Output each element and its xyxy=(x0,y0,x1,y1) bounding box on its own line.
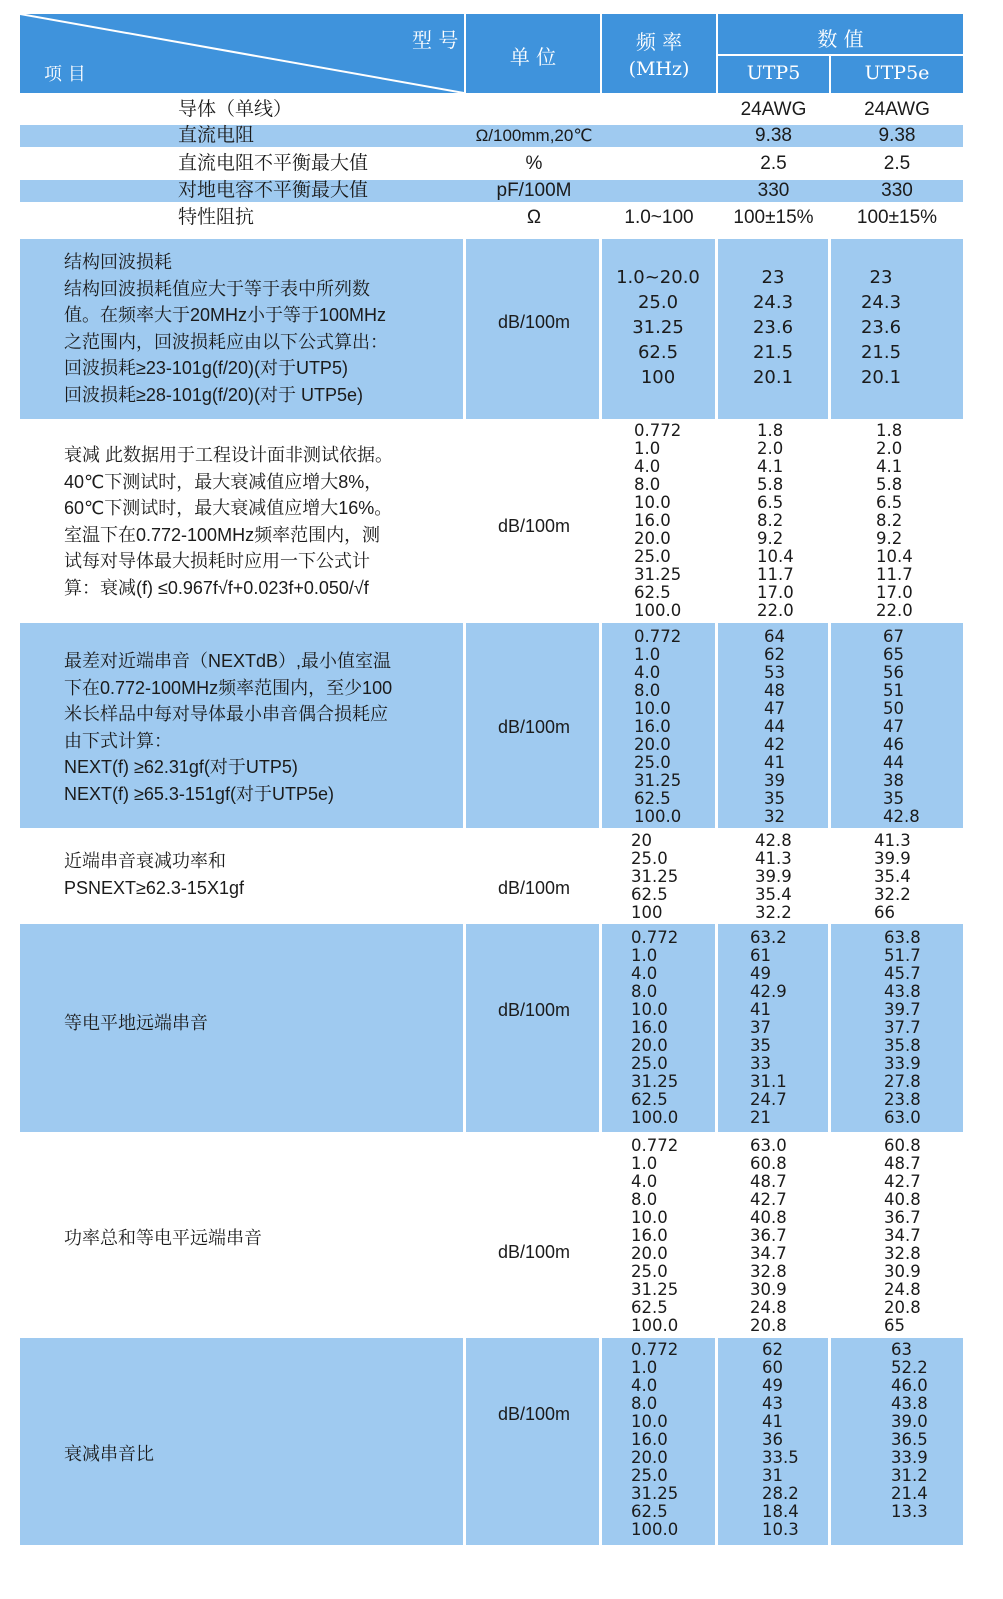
desc-line: 试每对导体最大损耗时应用一下公式计 xyxy=(64,551,370,571)
list-item: 38 xyxy=(883,771,904,790)
list-item: 21 xyxy=(750,1108,771,1127)
list-item: 4.1 xyxy=(876,457,903,476)
list-item: 65 xyxy=(883,645,904,664)
list-item: 36.7 xyxy=(884,1208,921,1227)
list-item: 39.9 xyxy=(755,867,792,886)
list-item: 18.4 xyxy=(762,1502,799,1521)
list-item: 16.0 xyxy=(631,1018,668,1037)
table-row xyxy=(20,125,963,147)
acr-unit: dB/100m xyxy=(497,1404,571,1424)
pselfext-utp5e-list xyxy=(884,1137,921,1335)
elfext-description xyxy=(64,1010,208,1037)
list-item: 20.0 xyxy=(631,1244,668,1263)
desc-line: 结构回波损耗值应大于等于表中所列数 xyxy=(64,278,370,299)
desc-line: 下在0.772-100MHz频率范围内，至少100 xyxy=(64,677,393,698)
list-item: 9.2 xyxy=(757,529,784,548)
desc-line: 60℃下测试时，最大衰减值应增大16%。 xyxy=(64,498,393,518)
list-item: 35.4 xyxy=(755,885,792,904)
list-item: 100.0 xyxy=(631,1520,679,1539)
desc-line: 算：衰减(f) ≤0.967f√f+0.023f+0.050/√f xyxy=(64,577,369,598)
list-item: 4.0 xyxy=(631,1172,658,1191)
attenuation-utp5-list xyxy=(757,422,794,620)
list-item: 46.0 xyxy=(891,1376,928,1395)
pselfext-utp5-list xyxy=(750,1137,787,1335)
list-item: 31.25 xyxy=(632,317,684,338)
list-item: 1.8 xyxy=(757,421,784,440)
list-item: 52.2 xyxy=(891,1358,928,1377)
row-unit: Ω xyxy=(526,207,542,228)
desc-line: NEXT(f) ≥62.31gf(对于UTP5) xyxy=(64,757,298,777)
row-utp5: 100±15% xyxy=(733,207,814,228)
list-item: 33 xyxy=(750,1054,771,1073)
desc-line: 回波损耗≥28-101g(f/20)(对于 UTP5e) xyxy=(64,384,363,405)
header-utp5-cell xyxy=(718,56,829,93)
list-item: 56 xyxy=(883,663,904,682)
list-item: 22.0 xyxy=(876,601,913,620)
list-item: 45.7 xyxy=(884,964,921,983)
elfext-unit: dB/100m xyxy=(497,1000,571,1020)
list-item: 0.772 xyxy=(631,1340,679,1359)
list-item: 35.4 xyxy=(874,867,911,886)
list-item: 20 xyxy=(631,831,652,850)
list-item: 1.0 xyxy=(634,645,661,664)
next-utp5e-list xyxy=(883,628,920,826)
list-item: 1.8 xyxy=(876,421,903,440)
list-item: 42.8 xyxy=(883,807,920,826)
list-item: 41.3 xyxy=(755,849,792,868)
row-name: 特性阻抗 xyxy=(178,207,255,228)
list-item: 0.772 xyxy=(634,627,682,646)
list-item: 11.7 xyxy=(757,565,794,584)
list-item: 31.25 xyxy=(631,1280,679,1299)
list-item: 10.0 xyxy=(634,699,671,718)
list-item: 51 xyxy=(883,681,904,700)
list-item: 36 xyxy=(762,1430,783,1449)
list-item: 31.25 xyxy=(631,867,679,886)
table-row xyxy=(20,207,963,229)
list-item: 21.5 xyxy=(860,342,902,363)
row-utp5: 9.38 xyxy=(755,125,792,146)
desc-line: PSNEXT≥62.3-15X1gf xyxy=(64,877,244,898)
list-item: 40.8 xyxy=(750,1208,787,1227)
list-item: 1.0 xyxy=(634,439,661,458)
list-item: 36.7 xyxy=(750,1226,787,1245)
list-item: 31.1 xyxy=(750,1072,787,1091)
list-item: 8.0 xyxy=(634,681,661,700)
next-utp5-list xyxy=(764,628,785,826)
list-item: 6.5 xyxy=(876,493,903,512)
desc-line: 近端串音衰减功率和 xyxy=(64,851,226,871)
list-item: 43.8 xyxy=(891,1394,928,1413)
desc-line: 40℃下测试时，最大衰减值应增大8%， xyxy=(64,471,383,492)
list-item: 17.0 xyxy=(757,583,794,602)
list-item: 41.3 xyxy=(874,831,911,850)
list-item: 100.0 xyxy=(631,1108,679,1127)
diagonal-divider xyxy=(20,14,464,93)
header-unit-label: 单 位 xyxy=(509,45,557,69)
attenuation-utp5e-list xyxy=(876,422,913,620)
list-item: 48 xyxy=(764,681,785,700)
list-item: 49 xyxy=(750,964,771,983)
list-item: 16.0 xyxy=(631,1430,668,1449)
list-item: 20.0 xyxy=(631,1036,668,1055)
list-item: 49 xyxy=(762,1376,783,1395)
list-item: 1.0 xyxy=(631,1154,658,1173)
row-freq: 1.0~100 xyxy=(624,207,694,228)
row-utp5: 2.5 xyxy=(760,153,787,174)
list-item: 21.4 xyxy=(891,1484,928,1503)
list-item: 1.0 xyxy=(631,946,658,965)
table-row xyxy=(20,180,963,202)
list-item: 64 xyxy=(764,627,785,646)
list-item: 67 xyxy=(883,627,904,646)
list-item: 50 xyxy=(883,699,904,718)
list-item: 62.5 xyxy=(637,342,679,363)
return-loss-utp5e-list xyxy=(831,265,931,390)
list-item: 30.9 xyxy=(884,1262,921,1281)
list-item: 20.0 xyxy=(634,735,671,754)
list-item: 10.3 xyxy=(762,1520,799,1539)
header-utp5e-cell xyxy=(831,56,963,93)
list-item: 11.7 xyxy=(876,565,913,584)
desc-line: 室温下在0.772-100MHz频率范围内，测 xyxy=(64,524,381,545)
list-item: 25.0 xyxy=(631,1466,668,1485)
list-item: 30.9 xyxy=(750,1280,787,1299)
list-item: 23.6 xyxy=(860,317,902,338)
list-item: 16.0 xyxy=(634,717,671,736)
row-unit: Ω/100mm,20℃ xyxy=(475,126,593,145)
row-name: 导体（单线） xyxy=(178,99,293,120)
list-item: 10.0 xyxy=(631,1000,668,1019)
list-item: 27.8 xyxy=(884,1072,921,1091)
attenuation-unit: dB/100m xyxy=(497,516,571,536)
list-item: 13.3 xyxy=(891,1502,928,1521)
list-item: 4.0 xyxy=(634,663,661,682)
row-utp5e: 2.5 xyxy=(883,153,911,174)
list-item: 42.9 xyxy=(750,982,787,1001)
list-item: 100.0 xyxy=(634,807,682,826)
column-separator xyxy=(828,239,831,1545)
desc-line: 由下式计算： xyxy=(64,730,172,751)
list-item: 32.8 xyxy=(884,1244,921,1263)
list-item: 34.7 xyxy=(884,1226,921,1245)
row-utp5e: 330 xyxy=(881,180,913,201)
list-item: 46 xyxy=(883,735,904,754)
list-item: 35.8 xyxy=(884,1036,921,1055)
list-item: 41 xyxy=(764,753,785,772)
header-freq-cell xyxy=(602,14,716,93)
list-item: 4.1 xyxy=(757,457,784,476)
elfext-utp5e-list xyxy=(884,929,921,1127)
acr-utp5-list xyxy=(762,1341,799,1539)
list-item: 23 xyxy=(761,267,785,288)
list-item: 35 xyxy=(764,789,785,808)
simple-rows xyxy=(20,99,963,233)
list-item: 53 xyxy=(764,663,785,682)
desc-line: 衰减 此数据用于工程设计面非测试依据。 xyxy=(64,445,393,465)
list-item: 31.25 xyxy=(634,771,682,790)
return-loss-utp5-list xyxy=(718,265,828,390)
row-name: 直流电阻不平衡最大值 xyxy=(178,153,369,174)
list-item: 23.6 xyxy=(752,317,794,338)
list-item: 10.0 xyxy=(631,1412,668,1431)
list-item: 21.5 xyxy=(752,342,794,363)
list-item: 4.0 xyxy=(634,457,661,476)
list-item: 66 xyxy=(874,903,895,922)
list-item: 8.2 xyxy=(757,511,784,530)
list-item: 17.0 xyxy=(876,583,913,602)
list-item: 43.8 xyxy=(884,982,921,1001)
list-item: 31.2 xyxy=(891,1466,928,1485)
list-item: 5.8 xyxy=(757,475,784,494)
list-item: 10.4 xyxy=(757,547,794,566)
list-item: 100 xyxy=(631,903,663,922)
list-item: 42 xyxy=(764,735,785,754)
list-item: 39.9 xyxy=(874,849,911,868)
list-item: 42.7 xyxy=(750,1190,787,1209)
list-item: 62 xyxy=(764,645,785,664)
list-item: 40.8 xyxy=(884,1190,921,1209)
list-item: 25.0 xyxy=(634,753,671,772)
return-loss-description xyxy=(64,249,388,408)
list-item: 16.0 xyxy=(631,1226,668,1245)
header-model-label: 型 号 xyxy=(412,28,459,52)
desc-line: 回波损耗≥23-101g(f/20)(对于UTP5) xyxy=(64,358,348,378)
list-item: 41 xyxy=(762,1412,783,1431)
list-item: 24.8 xyxy=(884,1280,921,1299)
list-item: 2.0 xyxy=(876,439,903,458)
row-unit: pF/100M xyxy=(496,180,572,201)
list-item: 39 xyxy=(764,771,785,790)
list-item: 63.0 xyxy=(884,1108,921,1127)
elfext-freq-list xyxy=(631,929,678,1127)
desc-line: 最差对近端串音（NEXTdB）,最小值室温 xyxy=(64,651,392,671)
list-item: 1.0~20.0 xyxy=(616,267,700,288)
psnext-description xyxy=(64,848,244,901)
list-item: 41 xyxy=(750,1000,771,1019)
list-item: 48.7 xyxy=(884,1154,921,1173)
list-item: 42.8 xyxy=(755,831,792,850)
list-item: 25.0 xyxy=(637,292,679,313)
list-item: 20.8 xyxy=(884,1298,921,1317)
list-item: 8.0 xyxy=(634,475,661,494)
list-item: 33.5 xyxy=(762,1448,799,1467)
list-item: 1.0 xyxy=(631,1358,658,1377)
header-unit-cell xyxy=(466,14,600,93)
psnext-freq-list xyxy=(631,832,678,922)
list-item: 48.7 xyxy=(750,1172,787,1191)
psnext-utp5-list xyxy=(755,832,792,922)
list-item: 22.0 xyxy=(757,601,794,620)
list-item: 20.0 xyxy=(634,529,671,548)
list-item: 24.7 xyxy=(750,1090,787,1109)
desc-line: 值。在频率大于20MHz小于等于100MHz xyxy=(64,305,387,325)
return-loss-freq-list xyxy=(602,265,714,390)
row-utp5e: 24AWG xyxy=(864,99,930,120)
list-item: 25.0 xyxy=(631,849,668,868)
list-item: 62.5 xyxy=(634,789,671,808)
list-item: 0.772 xyxy=(631,928,679,947)
row-utp5: 24AWG xyxy=(740,99,807,120)
list-item: 44 xyxy=(764,717,785,736)
list-item: 10.4 xyxy=(876,547,913,566)
list-item: 42.7 xyxy=(884,1172,921,1191)
row-name: 对地电容不平衡最大值 xyxy=(178,180,369,201)
next-unit: dB/100m xyxy=(497,717,571,737)
header-freq-unit: (MHz) xyxy=(628,58,690,80)
list-item: 100 xyxy=(640,367,676,388)
list-item: 31 xyxy=(762,1466,783,1485)
list-item: 8.0 xyxy=(631,1394,658,1413)
list-item: 37.7 xyxy=(884,1018,921,1037)
list-item: 24.3 xyxy=(752,292,794,313)
header-utp5e-label: UTP5e xyxy=(864,62,930,84)
list-item: 62.5 xyxy=(631,1298,668,1317)
desc-line: 米长样品中每对导体最小串音偶合损耗应 xyxy=(64,704,388,724)
list-item: 31.25 xyxy=(634,565,682,584)
list-item: 34.7 xyxy=(750,1244,787,1263)
list-item: 32.2 xyxy=(874,885,911,904)
list-item: 6.5 xyxy=(757,493,784,512)
list-item: 4.0 xyxy=(631,1376,658,1395)
list-item: 20.1 xyxy=(860,367,902,388)
list-item: 65 xyxy=(884,1316,905,1335)
attenuation-description xyxy=(64,442,393,601)
list-item: 10.0 xyxy=(634,493,671,512)
list-item: 2.0 xyxy=(757,439,784,458)
list-item: 23.8 xyxy=(884,1090,921,1109)
list-item: 25.0 xyxy=(631,1054,668,1073)
list-item: 9.2 xyxy=(876,529,903,548)
pselfext-unit: dB/100m xyxy=(497,1242,571,1262)
header-values-label: 数 值 xyxy=(817,27,864,51)
list-item: 62 xyxy=(762,1340,783,1359)
desc-line: 等电平地远端串音 xyxy=(64,1013,208,1033)
header-values-cell xyxy=(718,14,963,54)
desc-line: 之范围内，回波损耗应由以下公式算出： xyxy=(64,331,388,352)
list-item: 63.2 xyxy=(750,928,787,947)
elfext-utp5-list xyxy=(750,929,787,1127)
row-name: 直流电阻 xyxy=(178,125,255,146)
list-item: 60.8 xyxy=(884,1136,921,1155)
list-item: 0.772 xyxy=(631,1136,679,1155)
psnext-utp5e-list xyxy=(874,832,911,922)
table-row xyxy=(20,99,963,121)
list-item: 60 xyxy=(762,1358,783,1377)
psnext-unit: dB/100m xyxy=(497,878,571,898)
list-item: 37 xyxy=(750,1018,771,1037)
header-item-label: 项 目 xyxy=(44,64,86,85)
list-item: 63 xyxy=(891,1340,912,1359)
list-item: 62.5 xyxy=(631,1502,668,1521)
list-item: 24.8 xyxy=(750,1298,787,1317)
acr-freq-list xyxy=(631,1341,678,1539)
list-item: 8.0 xyxy=(631,982,658,1001)
desc-line: 衰减串音比 xyxy=(64,1444,154,1464)
list-item: 5.8 xyxy=(876,475,903,494)
list-item: 60.8 xyxy=(750,1154,787,1173)
list-item: 0.772 xyxy=(634,421,682,440)
list-item: 33.9 xyxy=(891,1448,928,1467)
row-unit: % xyxy=(525,153,543,174)
header-utp5-label: UTP5 xyxy=(746,62,801,84)
row-utp5e: 100±15% xyxy=(856,207,938,228)
return-loss-unit: dB/100m xyxy=(497,312,571,332)
list-item: 32.2 xyxy=(755,903,792,922)
pselfext-freq-list xyxy=(631,1137,678,1335)
desc-line: 功率总和等电平远端串音 xyxy=(64,1228,262,1248)
list-item: 28.2 xyxy=(762,1484,799,1503)
list-item: 39.7 xyxy=(884,1000,921,1019)
list-item: 51.7 xyxy=(884,946,921,965)
attenuation-freq-list xyxy=(634,422,681,620)
list-item: 16.0 xyxy=(634,511,671,530)
pselfext-description xyxy=(64,1225,262,1252)
header-item-model-cell xyxy=(20,14,464,93)
list-item: 32 xyxy=(764,807,785,826)
acr-utp5e-list xyxy=(891,1341,928,1521)
list-item: 44 xyxy=(883,753,904,772)
header-freq-label: 频 率 xyxy=(635,30,683,54)
desc-line: NEXT(f) ≥65.3-151gf(对于UTP5e) xyxy=(64,783,334,804)
next-description xyxy=(64,648,392,807)
list-item: 24.3 xyxy=(860,292,902,313)
list-item: 62.5 xyxy=(631,885,668,904)
list-item: 25.0 xyxy=(634,547,671,566)
list-item: 35 xyxy=(750,1036,771,1055)
list-item: 10.0 xyxy=(631,1208,668,1227)
list-item: 43 xyxy=(762,1394,783,1413)
list-item: 62.5 xyxy=(631,1090,668,1109)
table-row xyxy=(20,153,963,175)
list-item: 23 xyxy=(869,267,893,288)
list-item: 32.8 xyxy=(750,1262,787,1281)
list-item: 33.9 xyxy=(884,1054,921,1073)
section-acr-bg xyxy=(20,1338,963,1545)
list-item: 47 xyxy=(764,699,785,718)
list-item: 4.0 xyxy=(631,964,658,983)
column-separator xyxy=(715,239,718,1545)
list-item: 31.25 xyxy=(631,1072,679,1091)
row-utp5: 330 xyxy=(757,180,790,201)
row-utp5e: 9.38 xyxy=(878,125,916,146)
list-item: 20.1 xyxy=(752,367,794,388)
list-item: 35 xyxy=(883,789,904,808)
list-item: 20.0 xyxy=(631,1448,668,1467)
list-item: 61 xyxy=(750,946,771,965)
list-item: 39.0 xyxy=(891,1412,928,1431)
list-item: 36.5 xyxy=(891,1430,928,1449)
list-item: 47 xyxy=(883,717,904,736)
list-item: 100.0 xyxy=(634,601,682,620)
acr-description xyxy=(64,1441,154,1468)
list-item: 100.0 xyxy=(631,1316,679,1335)
next-freq-list xyxy=(634,628,681,826)
list-item: 25.0 xyxy=(631,1262,668,1281)
list-item: 63.0 xyxy=(750,1136,787,1155)
list-item: 63.8 xyxy=(884,928,921,947)
desc-line: 结构回波损耗 xyxy=(64,252,172,272)
list-item: 20.8 xyxy=(750,1316,787,1335)
list-item: 31.25 xyxy=(631,1484,679,1503)
list-item: 62.5 xyxy=(634,583,671,602)
list-item: 8.0 xyxy=(631,1190,658,1209)
list-item: 8.2 xyxy=(876,511,903,530)
